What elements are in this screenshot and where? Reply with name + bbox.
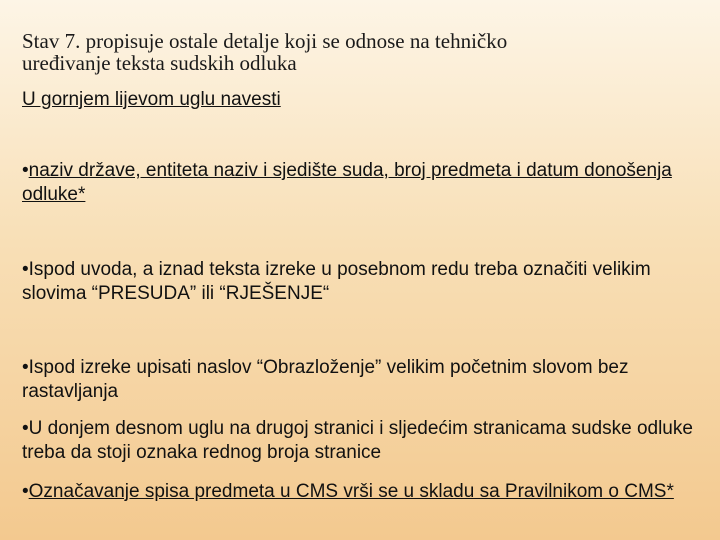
bullet-item-text: U donjem desnom uglu na drugoj stranici i sljedećim stranicama sudske odluke treba da stoji oznaka rednog broja stranice (22, 418, 693, 463)
bullet-marker: • (22, 160, 29, 181)
bullet-marker: • (22, 259, 29, 280)
bullet-item-text: naziv države, entiteta naziv i sjedište suda, broj predmeta i datum donošenja odluke* (22, 160, 672, 205)
bullet-item-3 (22, 356, 712, 404)
bullet-marker: • (22, 357, 29, 378)
slide-title-line-2: uređivanje teksta sudskih odluka (22, 51, 297, 75)
bullet-item-4 (22, 417, 712, 465)
bullet-item-text: Ispod uvoda, a iznad teksta izreke u posebnom redu treba označiti velikim slovima “PRESUDA” ili “RJEŠENJE“ (22, 259, 651, 304)
slide-title-line-1: Stav 7. propisuje ostale detalje koji se odnose na tehničko (22, 29, 508, 53)
bullet-item-2 (22, 258, 712, 306)
slide-title (22, 30, 702, 74)
bullet-item-1 (22, 159, 712, 207)
bullet-item-5 (22, 480, 712, 504)
slide-subtitle: U gornjem lijevom uglu navesti (22, 89, 281, 110)
bullet-item-text: Ispod izreke upisati naslov “Obrazloženje” velikim početnim slovom bez rastavljanja (22, 357, 629, 402)
bullet-item-text: Označavanje spisa predmeta u CMS vrši se u skladu sa Pravilnikom o CMS* (28, 481, 674, 502)
bullet-marker: • (22, 481, 29, 502)
bullet-marker: • (22, 418, 29, 439)
